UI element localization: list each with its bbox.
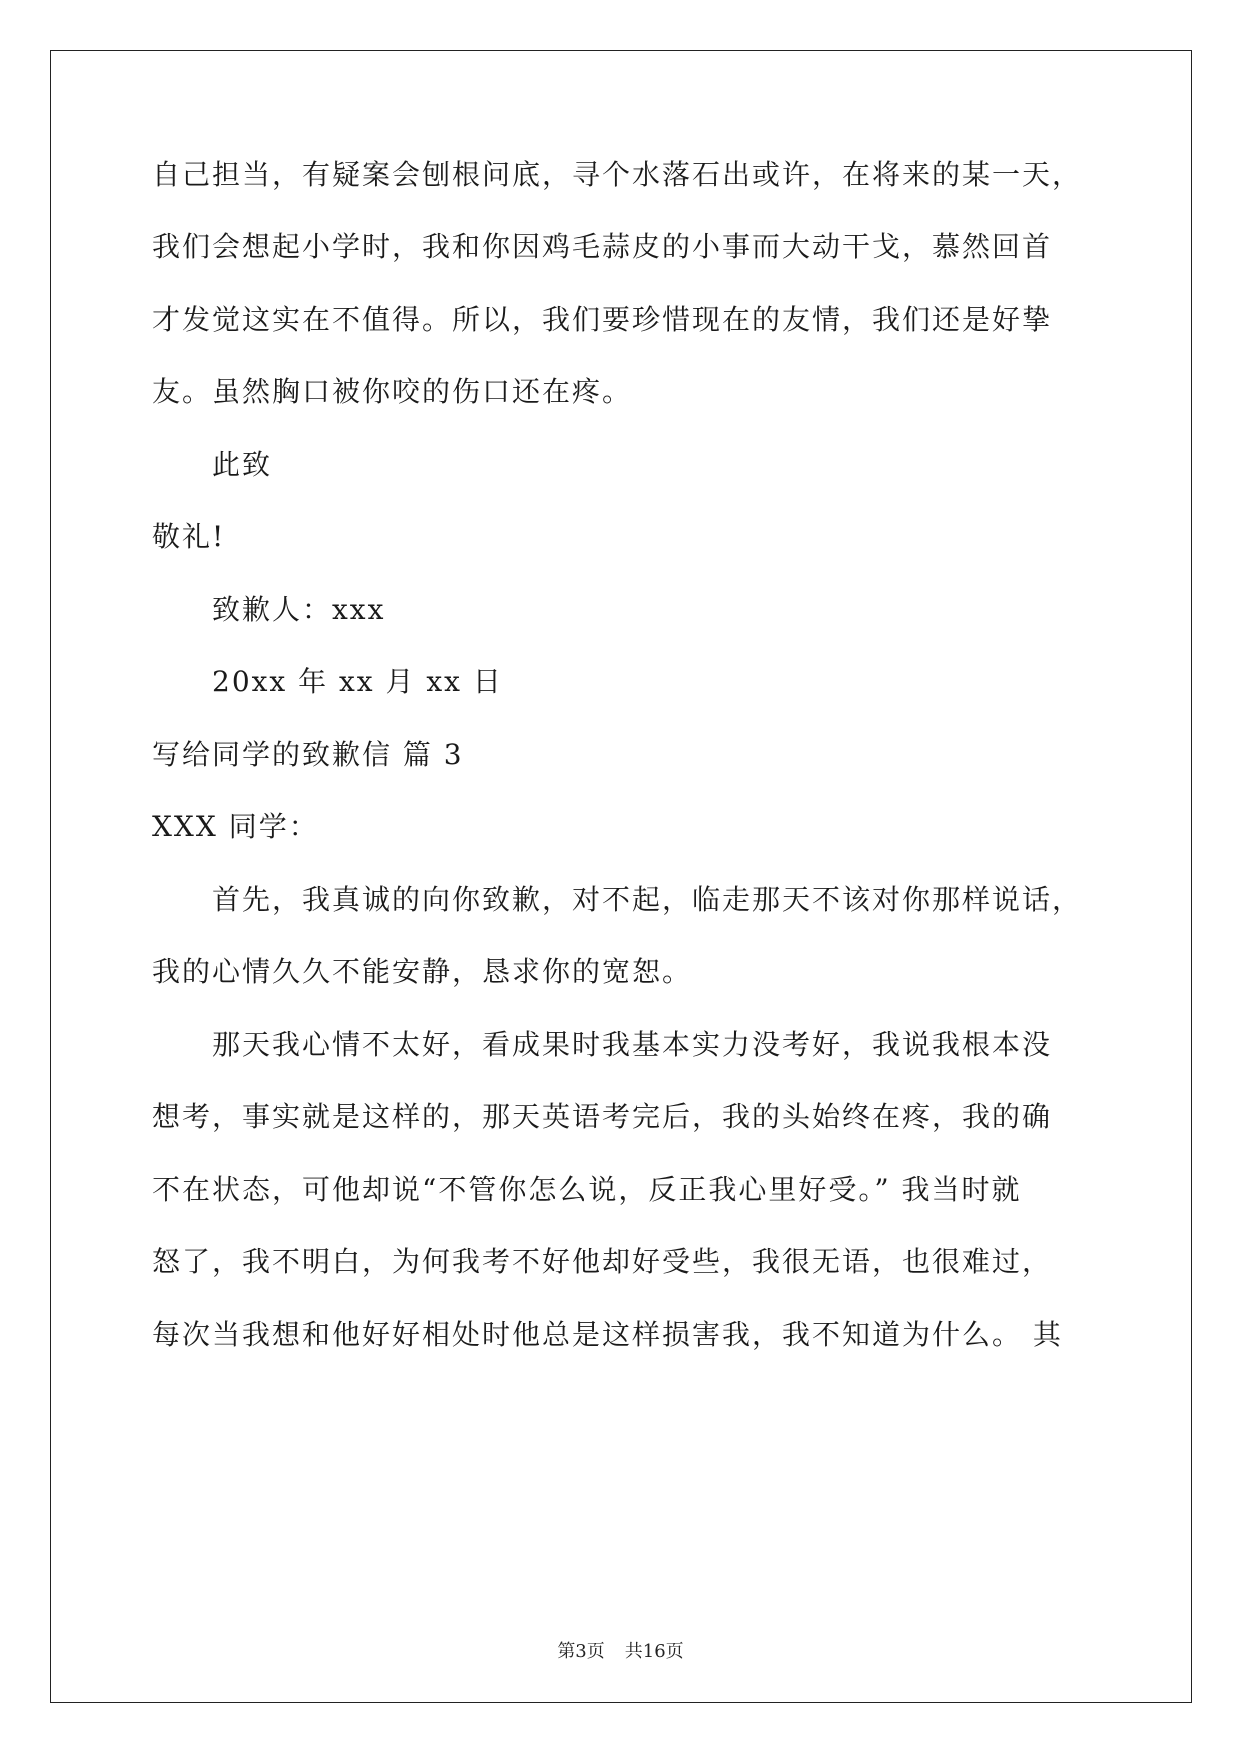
paragraph-line: 每次当我想和他好好相处时他总是这样损害我，我不知道为什么。 其 xyxy=(152,1318,1063,1351)
paragraph-line: 我的心情久久不能安静，恳求你的宽恕。 xyxy=(152,955,693,988)
paragraph-line: 友。虽然胸口被你咬的伤口还在疼。 xyxy=(152,375,633,408)
signature-line: 致歉人：xxx xyxy=(212,593,386,626)
page-total: 共16页 xyxy=(624,1641,684,1662)
paragraph-line: 我们会想起小学时，我和你因鸡毛蒜皮的小事而大动干戈，慕然回首 xyxy=(152,230,1053,263)
closing-salutation: 此致 xyxy=(212,448,273,481)
paragraph-line: 自己担当，有疑案会刨根问底，寻个水落石出或许，在将来的某一天， xyxy=(152,158,1083,191)
paragraph-line: 首先，我真诚的向你致歉，对不起，临走那天不该对你那样说话， xyxy=(212,883,1083,916)
paragraph-line: 想考，事实就是这样的，那天英语考完后，我的头始终在疼，我的确 xyxy=(152,1100,1053,1133)
date-line: 20xx 年 xx 月 xx 日 xyxy=(212,665,503,698)
paragraph-line: 才发觉这实在不值得。所以，我们要珍惜现在的友情，我们还是好挚 xyxy=(152,303,1053,336)
paragraph-line: 那天我心情不太好，看成果时我基本实力没考好，我说我根本没 xyxy=(212,1028,1053,1061)
paragraph-line: 不在状态，可他却说“不管你怎么说，反正我心里好受。” 我当时就 xyxy=(152,1173,1022,1206)
paragraph-line: 怒了，我不明白，为何我考不好他却好受些，我很无语，也很难过， xyxy=(152,1245,1053,1278)
letter-greeting: XXX 同学： xyxy=(152,810,319,843)
closing-regards: 敬礼! xyxy=(152,520,226,553)
section-heading: 写给同学的致歉信 篇 3 xyxy=(152,738,464,771)
page-number: 第3页 xyxy=(557,1641,605,1662)
page-footer xyxy=(0,1640,1241,1664)
page-border xyxy=(50,50,1192,1703)
